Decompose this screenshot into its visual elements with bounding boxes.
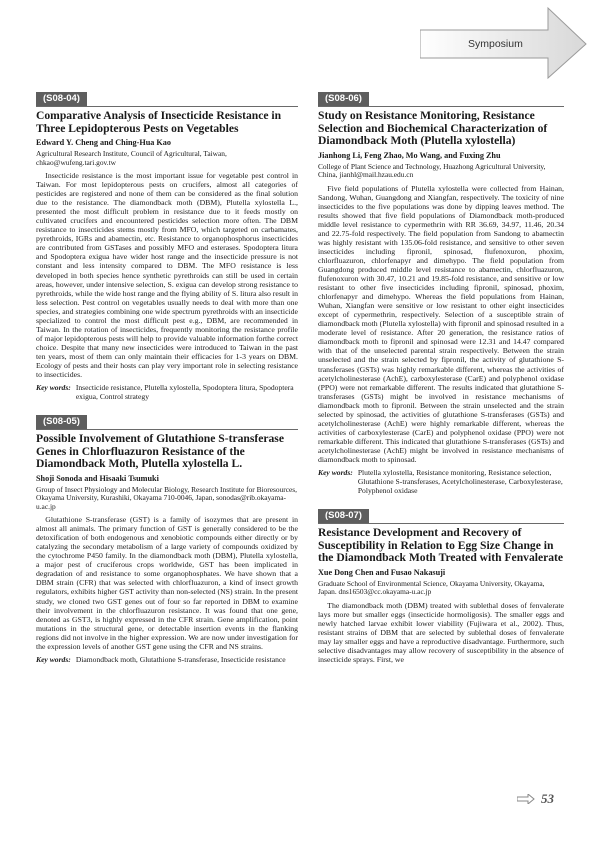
keywords: [36, 383, 298, 401]
left-column: [36, 88, 298, 674]
abstract-tag: (S08-05): [36, 415, 87, 429]
abstract-authors: Xue Dong Chen and Fusao Nakasuji: [318, 567, 446, 577]
keywords-label: Key words:: [318, 468, 353, 478]
arrow-right-icon: [517, 794, 535, 804]
keywords-text: Insecticide resistance, Plutella xylostella, Spodoptera litura, Spodoptera exigua, Control strategy: [75, 383, 294, 402]
section-label: Symposium: [468, 38, 523, 50]
abstract-affiliation: Group of Insect Physiology and Molecular Biology, Research Institute for Bioresources, Okayama University, Kurashiki, Okayama 710-0046, Japan, sonodas@rib.okayama-u.ac.jp: [36, 484, 298, 511]
abstract-body: Five field populations of Plutella xylostella were collected from Hainan, Sandong, Wuhan, Guangdong and Xiangfan, respectively. The toxicity of nine insecticides to the five populations was done by dipping leaves method. The results showed that five field populations of Diamondback moth-produced middle level resistance to cypermethrin with RR 36.69, 34.97, 11.46, 20.34 and 22.75-fold respectively. The field population from Sandong to abamectin was highly resistant with 135.06-fold resistance, and sensitive to other seven insecticides including fipronil, spinosad, flufenoxuron, phoxim, chlorfluazuron, chlorfenapyr and dimehypo. The field population from Guangdong produced middle level resistance to abamectin, chlorfluazuron, flufenoxuron with 30.47, 10.21 and 19.85-fold resistance, and sensitive or low resistant to other five insecticides including fipronil, spinosad, phoxim, chlorfenapyr and dimehypo. Whereas the field populations from Hainan, Wuhan, Xiangfan were sensitive or low resistant to other eight insecticides except of cypermethrin, respectively. Selection of a susceptible strain of diamondback moth (Plutella xylostella) with fipronil and spinosad resulted in a moderate level of resistance. After 20 generation, the resistance ratios of diamondback moth to fipronil and spinosad were 12.31 and 14.47 compared with that of the unselected parental strain respectively. Between the strain unselected and the strain selected by fipronil, the activity of glutathione S-transferases (GSTs) was highly remarkable different, whereas the activities of acetylcholinesterase (AchE), carboxylesterase (CarE) and polyphenol oxidase (PPO) were not remarkable different. The results indicated that glutathione S-transferases (GSTs) might be involved in resistance mechanisms of diamondback moth to fipronil. Between the strain unselected and the strain selected by spinosad, the activities of glutathione S-transferases (GSTs) and acetylcholinesterase (AchE) were highly remarkable different, whereas the activities of carboxylesterase (CarE) and polyphenol oxidase (PPO) were not remarkable different. This indicated that glutathione S-transferases (GSTs) and acetylcholinesterase (AchE) might be involved in resistance mechanisms of diamondback moth to spinosad.: [318, 183, 564, 464]
abstract-s08-06: [318, 88, 564, 495]
abstract-body: The diamondback moth (DBM) treated with sublethal doses of fenvalerate lays more but smaller eggs (insecticide hormoligosis). The smaller eggs and newly hatched larvae exhibit lower viability (Fujiwara et al., 2002). Thus, resistant strains of DBM that are selected by sublethal doses of fenvalerate may lay smaller eggs and have a reproductive disadvantage. Furthermore, such selective disadvantages may allow recovery of susceptibility in the absence of insecticide sprays. First, we: [318, 600, 564, 664]
divider: [318, 106, 564, 107]
keywords-label: Key words:: [36, 383, 71, 393]
divider: [36, 106, 298, 107]
abstract-authors: Shoji Sonoda and Hisaaki Tsumuki: [36, 473, 159, 483]
right-column: [318, 88, 564, 674]
abstract-tag: (S08-06): [318, 92, 369, 106]
divider: [318, 523, 564, 524]
abstract-title: Resistance Development and Recovery of Susceptibility in Relation to Egg Size Change in the Diamondback Moth Treated with Fenvalerate: [318, 526, 564, 565]
abstract-s08-04: [36, 88, 298, 401]
abstract-title: Study on Resistance Monitoring, Resistance Selection and Biochemical Characterization of Diamondback Moth (Plutella xylostella): [318, 109, 548, 148]
abstract-affiliation: Graduate School of Environmental Science, Okayama University, Okayama, Japan. dns16503@cc.okayama-u.ac.jp: [318, 578, 545, 597]
page-footer: [517, 791, 554, 807]
abstract-affiliation: Agricultural Research Institute, Council of Agricultural, Taiwan, chkao@wufeng.tari.gov.tw: [36, 149, 227, 167]
abstract-tag: (S08-04): [36, 92, 87, 106]
abstract-affiliation: College of Plant Science and Technology, Huazhong Agricultural University, China, jianhl@mail.hzau.edu.cn: [318, 161, 546, 180]
keywords-text: Diamondback moth, Glutathione S-transferase, Insecticide resistance: [75, 654, 286, 664]
abstract-authors: Jianhong Li, Feng Zhao, Mo Wang, and Fuxing Zhu: [318, 150, 501, 160]
keywords-label: Key words:: [36, 654, 71, 664]
abstract-body: Glutathione S-transferase (GST) is a family of isozymes that are present in almost all animals. The primary function of GST is generally considered to be the detoxification of both endogenous and xenobiotic compounds either directly or by catalyzing the secondary metabolism of a large variety of compounds oxidized by the cytochrome P450 family. In the diamondback moth (DBM), Plutella xylostella, a major pest of cruciferous crops worldwide, GST has been implicated in degradation of and resistance to some organophosphates. We have shown that a DBM strain (CFR) that was selected with chlorfluazuron, a kind of insect growth regulators, exhibits higher GST activity than non-selected (NS) strain. In the present study, we cloned two GST genes out of four so far reported in DBM to examine their involvement in the chlorfluazuron resistance. It was found that one gene, denoted as GST3, is highly expressed in the CFR strain. Gene amplification, point mutations in the structural gene, or detectable insertion events in the flanking regions did not involve in the higher expression. We are now under investigation for the expression levels of another GST gene using the CFR and NS strains.: [36, 515, 298, 651]
page-number: 53: [541, 791, 554, 806]
abstract-body: Insecticide resistance is the most important issue for vegetable pest control in Taiwan. For most lepidopterous pests on crucifers, almost all categories of pesticides are registered and none of them can be considered as the final solution due to the resistance. The diamondback moth (DBM), Plutella xylostella L., presented the most difficult problem in resistance due to it feeds mostly on cultivated crucifers and encountered pesticides selection more often. The DBM resistance to insecticides stems mostly from MFO, which targeted on carbamates, pyrethroids, IGRs and abamectin, etc. Resistance to organophosphorus insecticides are contributed from GSTases and possibly MFO and esterases. Spodoptera litura and Spodoptera exigua have wider host range and the insecticide pressure is not constant and less intensity compared to DBM. The MFO resistance is less developed in both species hence synthetic pyrethroids can still be used in certain areas, however, under intensive selection, S. exigua can develop strong resistance to pyrethroids, while the wide host range and the flying ability of S. litura also result in less selection. Pest control on vegetables usually needs to deal with more than one species, and strategies combining one wide spectrum pyrethroids with an insecticide specialized to control the most difficult pest e.g., DBM, are recommended in Taiwan. In the rotation of insecticides, frequently monitoring the resistance profile of major lepidopterous pests will help to provide valuable information forthe correct choice. Despite that many new insecticides were introduced to Taiwan in the past ten years, most of them can only maintain their efficacies for 1-3 years on DBM. Ecology of pests and their hosts can play very important role in selecting resistance to insecticides.: [36, 171, 298, 380]
keywords: [318, 468, 564, 495]
divider: [36, 429, 298, 430]
keywords-text: Plutella xylostella, Resistance monitoring, Resistance selection, Glutathione S-transferases, Acetylcholinesterase, Carboxylesterase, Polyphenol oxidase: [357, 468, 563, 496]
abstract-title: Comparative Analysis of Insecticide Resistance in Three Lepidopterous Pests on Vegetables: [36, 109, 282, 135]
keywords: [36, 655, 298, 664]
abstract-tag: (S08-07): [318, 509, 369, 523]
abstract-s08-05: [36, 411, 298, 664]
abstract-authors: Edward Y. Cheng and Ching-Hua Kao: [36, 138, 171, 148]
abstract-title: Possible Involvement of Glutathione S-transferase Genes in Chlorfluazuron Resistance of the Diamondback Moth, Plutella xylostella L.: [36, 432, 284, 471]
abstract-s08-07: [318, 505, 564, 664]
